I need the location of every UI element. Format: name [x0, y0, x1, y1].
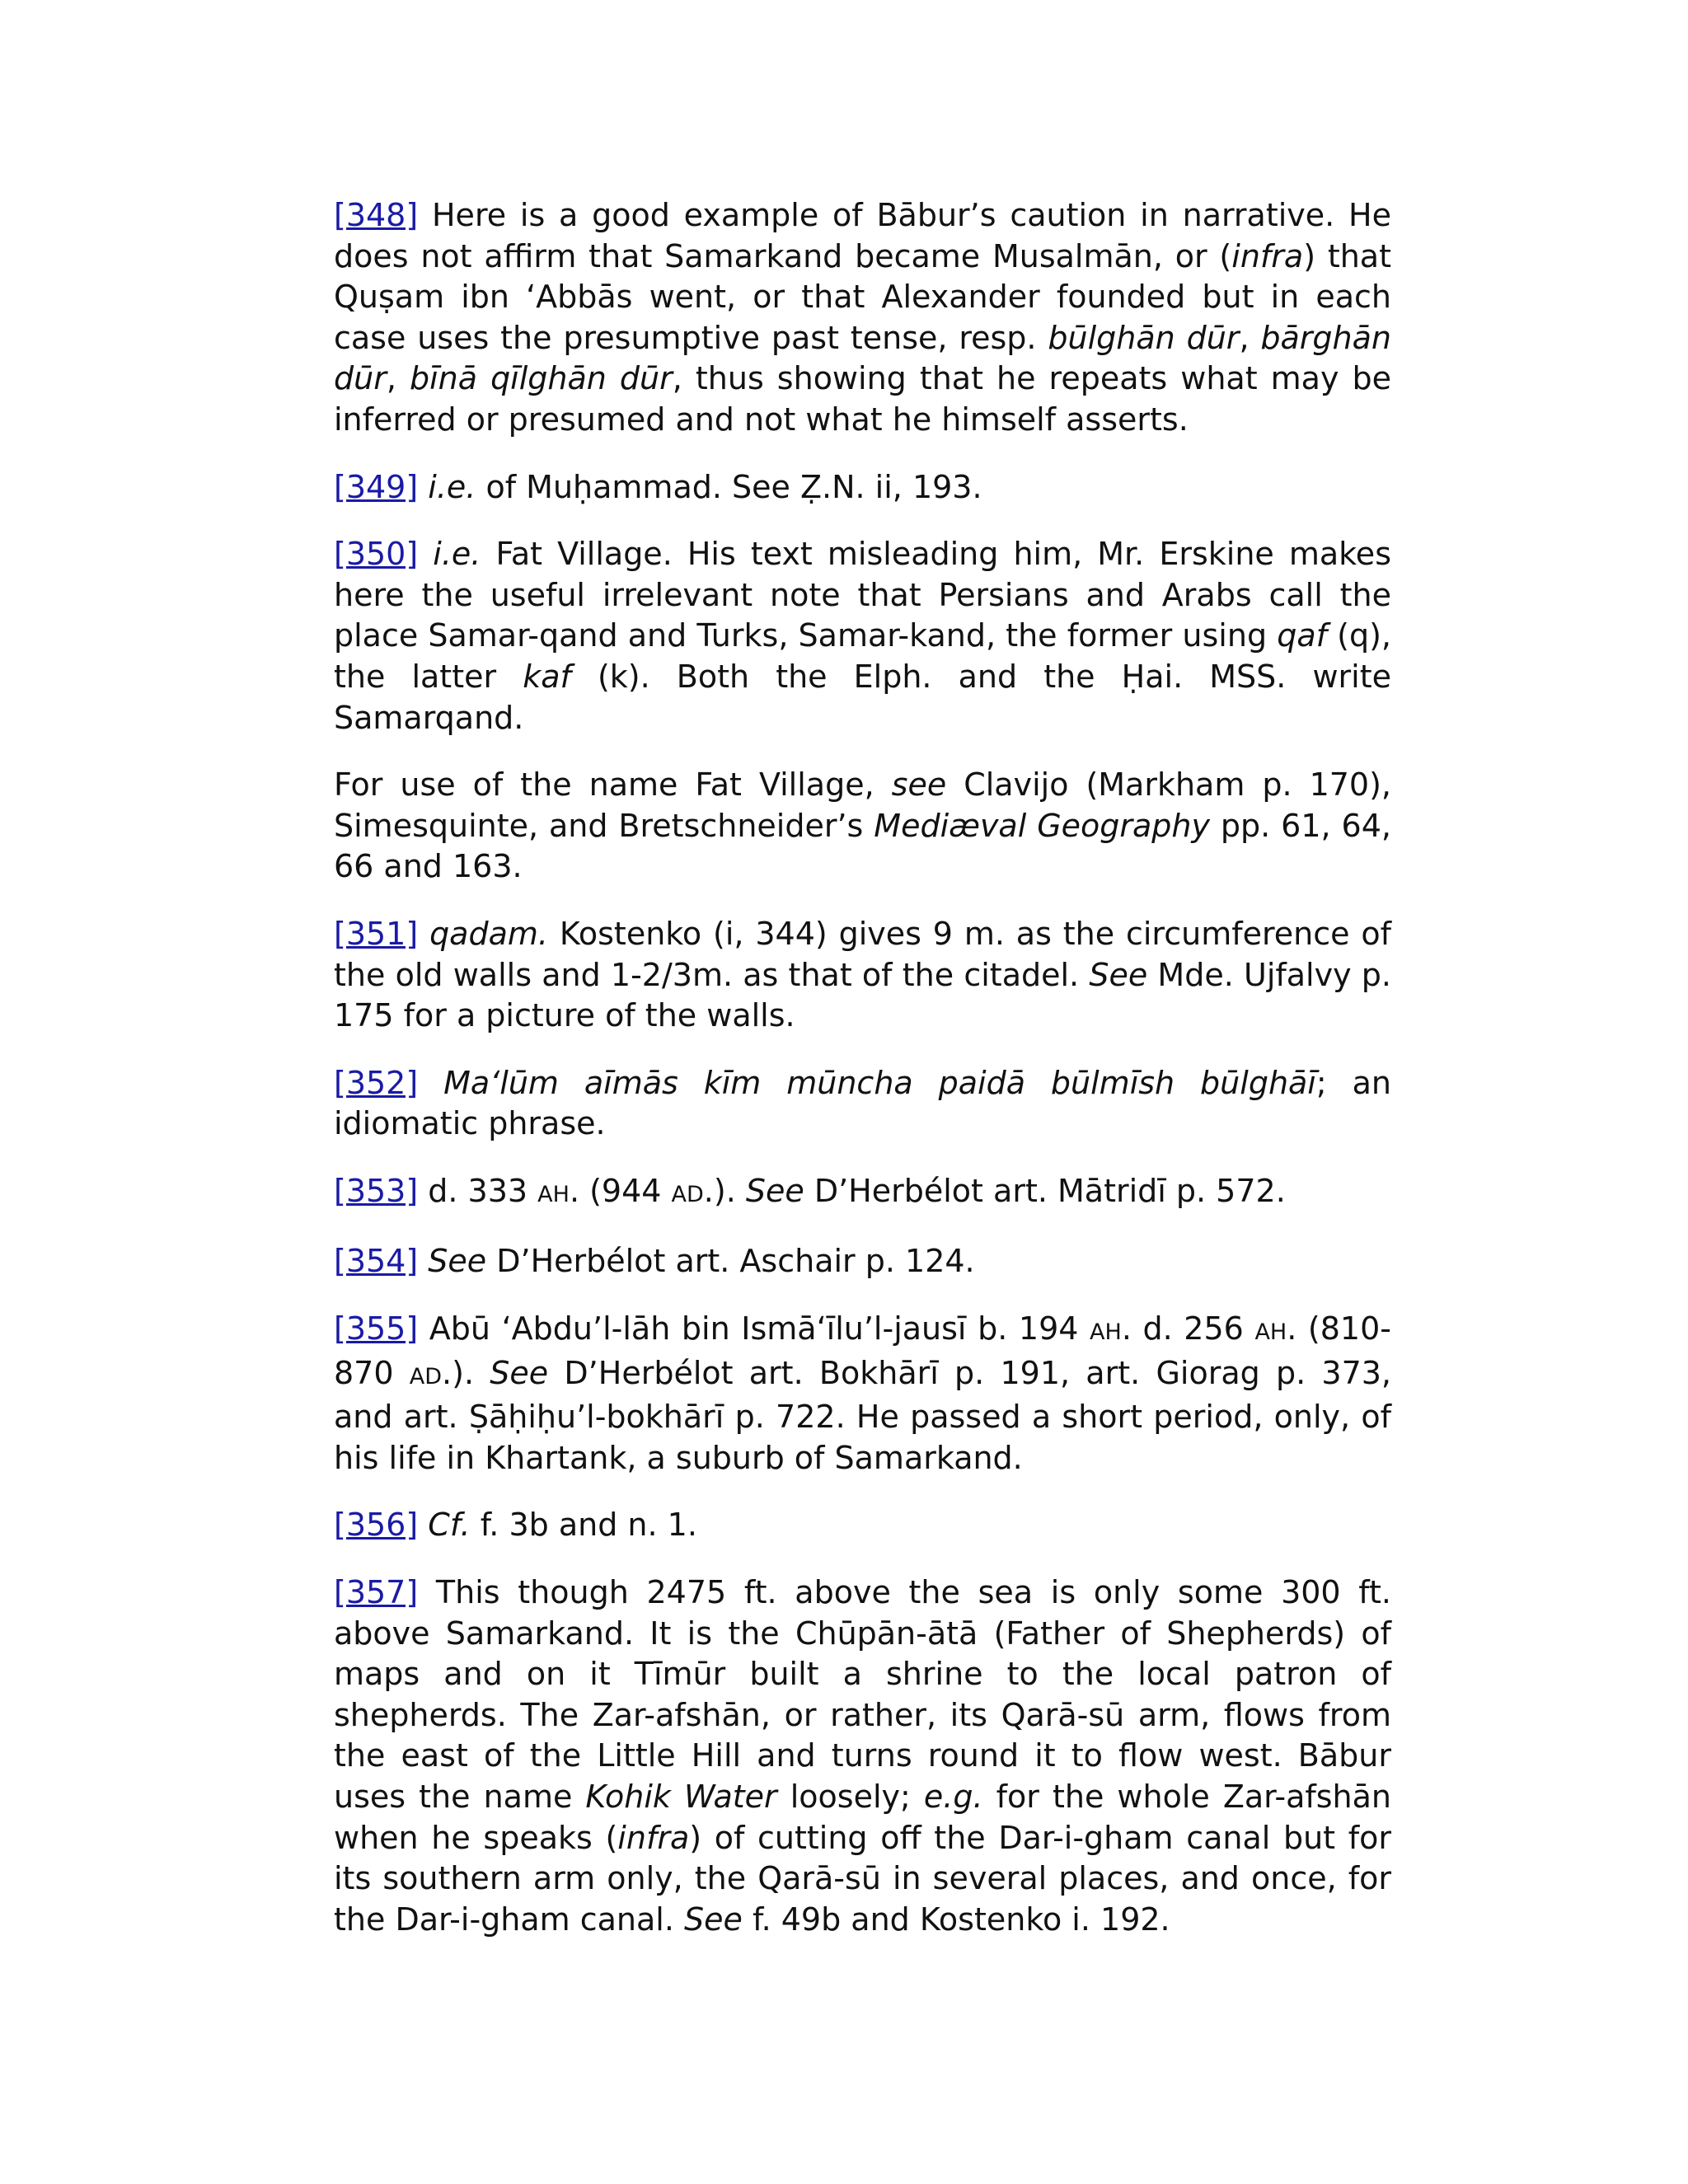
footnote-italic-text: See — [428, 1243, 487, 1280]
footnote-italic-text: Mediæval Geography — [874, 807, 1210, 844]
footnote — [334, 1572, 1391, 1940]
footnote-text: f. 3b and n. 1. — [470, 1507, 697, 1544]
footnote-italic-text: qadam. — [429, 915, 548, 952]
footnote-text: Abū ‘Abdu’l-lāh bin Ismā‘īlu’l-jausī b. 194 — [418, 1310, 1090, 1347]
footnote-italic-text: Ma‘lūm aīmās kīm mūncha paidā būlmīsh būlghāī — [443, 1064, 1316, 1101]
footnote-text — [418, 469, 428, 505]
footnote-text: for the whole Zar-afshān when he speaks ( — [334, 1779, 1391, 1856]
footnote-text: . (810-870 — [334, 1310, 1391, 1391]
footnote-ref-link[interactable]: [354] — [334, 1243, 419, 1280]
footnote-text: Kostenko (i, 344) gives 9 m. as the circumference of the old walls and 1-2/3m. as that of the citadel. — [334, 915, 1391, 993]
footnote-ref-link[interactable]: [352] — [334, 1064, 419, 1101]
footnote-text — [418, 1243, 428, 1279]
footnote-text: AD — [671, 1181, 704, 1207]
footnote-italic-text: kaf — [523, 658, 571, 695]
footnote-text: Mde. Ujfalvy p. 175 for a picture of the walls. — [334, 956, 1391, 1034]
footnote-text — [418, 916, 429, 952]
footnote-italic-text: See — [1089, 956, 1148, 993]
footnote — [334, 1241, 1391, 1282]
footnote-italic-text: see — [891, 766, 947, 804]
footnote-text: AH — [1090, 1319, 1122, 1346]
footnote-text: Here is a good example of Bābur’s caution in narrative. He does not affirm that Samarkand became Musalmān, or ( — [334, 197, 1391, 274]
footnote-text: D’Herbélot art. Bokhārī p. 191, art. Giorag p. 373, and art. Ṣāḥiḥu’l-bokhārī p. 722. He passed a short period, only, of his life in Khartank, a suburb of Samarkand. — [334, 1354, 1392, 1476]
footnote-text: (q), the latter — [334, 617, 1392, 695]
footnote-text: AH — [1254, 1319, 1287, 1346]
footnote — [334, 1309, 1391, 1479]
footnote-ref-link[interactable]: [353] — [334, 1172, 419, 1209]
footnote-italic-text: Cf. — [428, 1507, 471, 1544]
footnote-text: .). — [703, 1172, 746, 1209]
footnote-ref-link[interactable]: [356] — [334, 1507, 419, 1544]
footnote-italic-text: infra — [617, 1819, 690, 1856]
footnote-italic-text: i.e. — [428, 468, 476, 505]
footnote-italic-text: bīnā qīlghān dūr — [409, 360, 673, 397]
footnote-italic-text: See — [490, 1354, 549, 1391]
footnote-italic-text: būlghān dūr — [1048, 319, 1240, 356]
footnote-text: Clavijo (Markham p. 170), Simesquinte, and Bretschneider’s — [334, 766, 1391, 844]
footnote-text: of Muḥammad. See Ẓ.N. ii, 193. — [476, 468, 982, 505]
footnotes-page — [334, 195, 1391, 1966]
footnote-ref-link[interactable]: [348] — [334, 197, 419, 233]
footnote — [334, 1505, 1391, 1546]
footnote-italic-text: See — [745, 1172, 804, 1209]
footnote — [334, 914, 1391, 1037]
footnote-italic-text: e.g. — [923, 1779, 983, 1815]
footnote-italic-text: i.e. — [433, 536, 481, 573]
footnote-text: Fat Village. His text misleading him, Mr. Erskine makes here the useful irrelevant note that Persians and Arabs call the place Samar-qand and Turks, Samar-kand, the former using — [334, 536, 1391, 654]
footnote-text: For use of the name Fat Village, — [334, 766, 892, 804]
footnote — [334, 1171, 1391, 1216]
footnote-text — [418, 1507, 428, 1543]
footnote-text: AH — [537, 1181, 570, 1207]
footnote-text: ) of cutting off the Dar-i-gham canal but for its southern arm only, the Qarā-sū in several places, and once, for the Dar-i-gham canal. — [334, 1819, 1391, 1938]
footnote-text: This though 2475 ft. above the sea is only some 300 ft. above Samarkand. It is the Chūpān-ātā (Father of Shepherds) of maps and on it Tīmūr built a shrine to the local patron of shepherds. The Zar-afshān, or rather, its Qarā-sū arm, flows from the east of the Little Hill and turns round it to flow west. Bābur uses the name — [334, 1574, 1391, 1815]
footnote — [334, 765, 1391, 888]
footnote-ref-link[interactable]: [357] — [334, 1574, 419, 1611]
footnote-text: AD — [409, 1363, 443, 1390]
footnote-ref-link[interactable]: [350] — [334, 536, 419, 573]
footnote-text: D’Herbélot art. Aschair p. 124. — [486, 1243, 975, 1280]
footnote-text: D’Herbélot art. Mātridī p. 572. — [804, 1172, 1286, 1209]
footnote-italic-text: bārghān dūr — [334, 319, 1391, 397]
footnote-ref-link[interactable]: [355] — [334, 1310, 419, 1347]
footnote-text: .). — [442, 1354, 490, 1391]
footnote-text: , — [1239, 319, 1261, 356]
footnote-text: . d. 256 — [1121, 1310, 1255, 1347]
footnote-text: loosely; — [776, 1779, 924, 1815]
footnote-italic-text: qaf — [1277, 617, 1328, 654]
footnote-text: f. 49b and Kostenko i. 192. — [742, 1900, 1170, 1938]
footnote-text: , thus showing that he repeats what may be inferred or presumed and not what he himself asserts. — [334, 360, 1391, 438]
footnote — [334, 534, 1391, 738]
footnote-text: . (944 — [569, 1172, 672, 1209]
footnote — [334, 195, 1391, 441]
footnote-italic-text: infra — [1231, 237, 1304, 274]
footnote-text: (k). Both the Elph. and the Ḥai. MSS. write Samarqand. — [334, 658, 1391, 736]
footnote-text: pp. 61, 64, 66 and 163. — [334, 807, 1391, 885]
footnote-text: ; an idiomatic phrase. — [334, 1064, 1391, 1142]
footnote-ref-link[interactable]: [349] — [334, 468, 419, 505]
footnote-italic-text: Kohik Water — [585, 1779, 777, 1815]
footnote-text: ) that Quṣam ibn ‘Abbās went, or that Alexander founded but in each case uses the presumptive past tense, resp. — [334, 237, 1391, 356]
footnote-text — [418, 1065, 443, 1101]
footnote-ref-link[interactable]: [351] — [334, 915, 419, 952]
footnote-italic-text: See — [684, 1900, 743, 1938]
footnote-text: d. 333 — [418, 1172, 538, 1209]
footnote — [334, 1063, 1391, 1145]
footnote-text: , — [386, 360, 410, 397]
footnote-text — [418, 536, 433, 572]
footnote — [334, 467, 1391, 509]
